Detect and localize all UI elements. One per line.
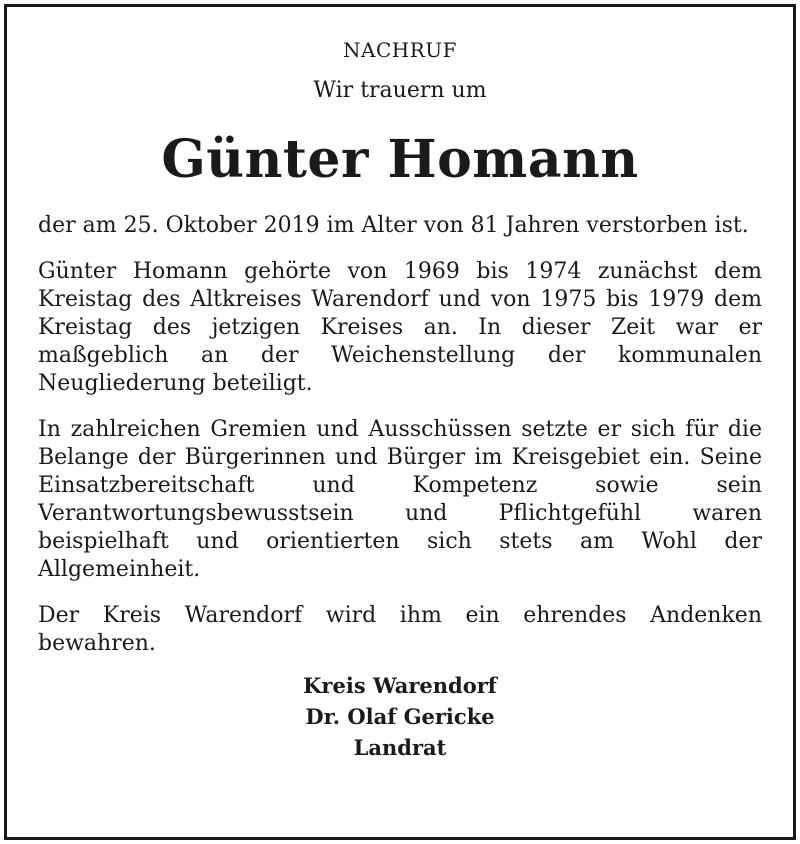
- signature-title: Landrat: [353, 735, 447, 760]
- deceased-name: Günter Homann: [161, 129, 639, 190]
- signature-block: [38, 670, 762, 763]
- signature-organization: Kreis Warendorf: [303, 673, 497, 698]
- obituary-notice: [38, 28, 762, 763]
- signature-person: Dr. Olaf Gericke: [305, 704, 495, 729]
- paragraph-remembrance: Der Kreis Warendorf wird ihm ein ehrendes Andenken bewahren.: [38, 603, 762, 656]
- notice-intro: Wir trauern um: [313, 78, 487, 103]
- notice-heading: NACHRUF: [343, 38, 457, 62]
- paragraph-engagement: In zahlreichen Gremien und Ausschüssen setzte er sich für die Belange der Bürgerinnen und Bürger im Kreisgebiet ein. Seine Einsatzbereitschaft und Kompetenz sowie sein Verantwortungsbewusstsein und Pflichtgefühl waren beispielhaft und orientierten sich stets am Wohl der Allgemeinheit.: [38, 417, 762, 582]
- paragraph-career: Günter Homann gehörte von 1969 bis 1974 zunächst dem Kreistag des Altkreises Warendorf und von 1975 bis 1979 dem Kreistag des jetzigen Kreises an. In dieser Zeit war er maßgeblich an der Weichenstellung der kommunalen Neugliederung beteiligt.: [38, 259, 762, 396]
- paragraph-death-date: der am 25. Oktober 2019 im Alter von 81 Jahren verstorben ist.: [38, 213, 749, 238]
